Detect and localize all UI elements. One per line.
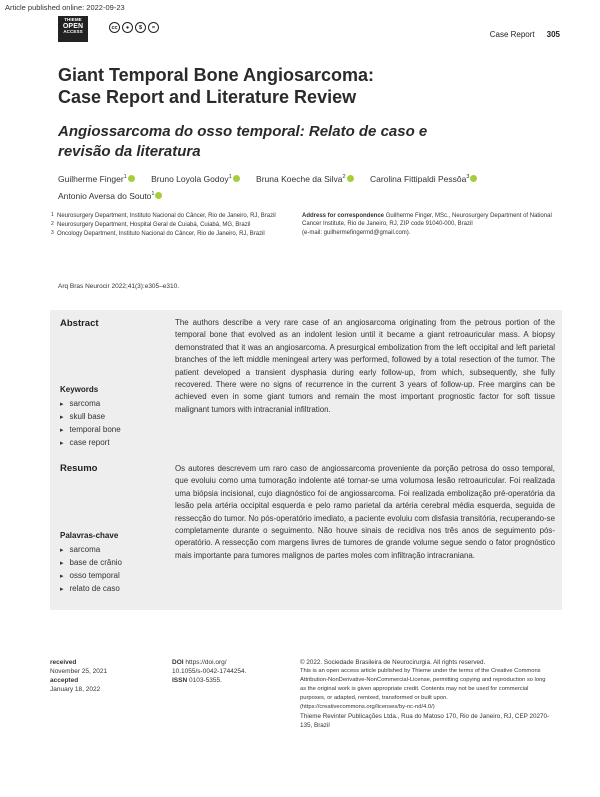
resumo-section [50,460,562,610]
published-date-line: Article published online: 2022-09-23 [5,3,125,12]
keyword-item[interactable]: ▸ osso temporal [60,570,122,583]
orcid-icon[interactable] [470,175,477,182]
affiliation-marker: 1 [123,174,127,180]
logo-text-access: ACCESS [63,29,83,35]
title-pt-line2: revisão da literatura [58,143,201,160]
author-name: Antonio Aversa do Souto [58,190,152,201]
affiliation-text: Neurosurgery Department, Instituto Nacional do Câncer, Rio de Janeiro, RJ, Brazil [57,213,276,219]
title-en-line1: Giant Temporal Bone Angiosarcoma: [58,65,375,85]
affiliation-text: Neurosurgery Department, Hospital Geral de Cuiabá, Cuiabá, MG, Brazil [57,221,251,228]
affiliation-number: 2 [51,220,54,227]
logo-text-thieme: THIEME [64,17,82,22]
keyword-item[interactable]: ▸ case report [60,437,121,450]
orcid-icon[interactable] [128,175,135,182]
author[interactable] [370,170,477,187]
issn-label: ISSN [172,677,188,684]
cc-nc-icon: $ [135,22,146,33]
cc-by-icon: ● [122,22,133,33]
title-en-line2: Case Report and Literature Review [58,87,357,107]
publisher-address: Thieme Revinter Publicações Ltda., Rua do Matoso 170, Rio de Janeiro, RJ, CEP 20270-135, Brazil [300,713,550,729]
doi-label: DOI [172,659,184,666]
logo-text-open: OPEN [62,22,84,30]
abstract-section [50,310,562,462]
doi-url[interactable]: https://doi.org/ [185,659,227,666]
article-title-portuguese [58,122,488,162]
author-list [58,170,558,204]
copyright-text: © 2022. Sociedade Brasileira de Neurocirurgia. All rights reserved. [300,659,486,666]
doi-value[interactable]: 10.1055/s-0042-1744254. [172,668,247,675]
license-text: This is an open access article published by Thieme under the terms of the Creative Commons Attribution-NonDerivative-NonCommercial-License, permitting copying and reproduction so long as the original work is given appropriate credit. Contents may not be used for commercial purposes, or adapted, remixed, transformed or built upon. (https://creativecommons.org/licenses/by-nc-nd/4.0/) [300,668,546,710]
received-label: received [50,659,77,666]
author[interactable] [151,170,240,187]
correspondence-address [302,212,562,237]
affiliation-marker: 2 [342,174,346,180]
resumo-heading: Resumo [60,463,98,474]
footer-dates [50,658,160,694]
orcid-icon[interactable] [347,175,354,182]
affiliation-item [50,230,288,238]
citation-line: Arq Bras Neurocir 2022;41(3):e305–e310. [58,283,180,290]
keywords-heading: Keywords [60,385,99,394]
affiliation-item [50,221,288,229]
correspondence-text: Guilherme Finger, MSc., Neurosurgery Department of National Cancer Institute, Rio de Janeiro, RJ, ZIP code 91040-000, Brazil [302,213,552,228]
affiliation-text: Oncology Department, Instituto Nacional do Câncer, Rio de Janeiro, RJ, Brazil [57,230,265,237]
section-label: Case Report [489,30,535,39]
affiliation-marker: 1 [151,190,155,197]
accepted-label: accepted [50,677,79,684]
affiliations [50,212,288,238]
cc-nd-icon: = [148,22,159,33]
correspondence-email[interactable]: (e-mail: guilhermefingermd@gmail.com). [302,229,411,236]
author-name: Carolina Fittipaldi Pessôa [369,173,467,184]
abstract-text: The authors describe a very rare case of an angiosarcoma originating from the petrous portion of the temporal bone that evolved as an indolent lesion until it became a giant retroauricular mass. A biopsy demonstrated that it was an angiosarcoma. A presurgical embolization from the left occipital and left parietal branches of the left middle meningeal artery was performed, followed by a total resection of the tumor. The patient developed a transient dysphasia during early follow-up, from which, subsequently, she fully recovered. There were no signs of recurrence in the current 3 years of follow-up. Free margins can be achieved even in some giant tumors and remain the most important prognostic factor for soft tissue malignant tumors with intracranial infiltration. [175,318,555,414]
accepted-date: January 18, 2022 [50,686,101,693]
keyword-item[interactable]: ▸ sarcoma [60,544,122,557]
palavras-chave-list [60,544,122,596]
author-name: Bruna Koeche da Silva [256,173,343,184]
thieme-open-access-logo[interactable] [58,16,88,42]
footer-identifiers [172,658,292,685]
resumo-text: Os autores descrevem um raro caso de angiossarcoma proveniente da porção petrosa do osso temporal, que evoluiu como uma tumoração indolente até tornar-se uma volumosa lesão retroauricular. Foi realizada uma biópsia incisional, cujo diagnóstico foi de angiossarcoma. Foi realizada embolização pré-operatória da lesão pela artéria occipital esquerda e pelo ramo parietal da artéria cerebral média esquerda, seguida de ressecção do tumor. No pós-operatório imediato, a paciente evoluiu com disfasia transitória, recuperando-se completamente durante o seguimento. Não houve sinais de recidiva nos três anos de seguimento pós-operatório. A ressecção com margens livres de tumores de grande volume segue sendo o fator prognóstico mais importante para tumores malignos de partes moles com infiltração intracraniana. [175,464,555,560]
affiliation-number: 3 [51,229,54,236]
affiliation-item [50,212,288,220]
orcid-icon[interactable] [155,192,162,199]
affiliation-marker: 3 [466,174,470,180]
abstract-heading: Abstract [60,318,99,329]
keyword-item[interactable]: ▸ base de crânio [60,557,122,570]
keyword-item[interactable]: ▸ skull base [60,411,121,424]
author[interactable] [58,187,162,204]
keyword-item[interactable]: ▸ sarcoma [60,398,121,411]
affiliation-number: 1 [51,212,54,218]
article-title-english [58,64,488,108]
affiliation-marker: 1 [228,174,232,180]
author-name: Guilherme Finger [58,173,124,184]
page-number: 305 [546,30,560,39]
keywords-list [60,398,121,450]
running-header [490,30,560,39]
cc-icon: cc [109,22,120,33]
author[interactable] [256,170,354,187]
author-name: Bruno Loyola Godoy [151,173,229,184]
correspondence-label: Address for correspondence [302,213,385,219]
orcid-icon[interactable] [233,175,240,182]
received-date: November 25, 2021 [50,668,108,675]
footer-copyright [300,658,550,730]
author[interactable] [58,170,135,187]
keyword-item[interactable]: ▸ temporal bone [60,424,121,437]
keyword-item[interactable]: ▸ relato de caso [60,583,122,596]
creative-commons-icons[interactable] [109,22,159,33]
issn-value: 0103-5355. [188,677,222,684]
palavras-chave-heading: Palavras-chave [60,531,119,540]
title-pt-line1: Angiossarcoma do osso temporal: Relato de caso e [58,123,428,140]
